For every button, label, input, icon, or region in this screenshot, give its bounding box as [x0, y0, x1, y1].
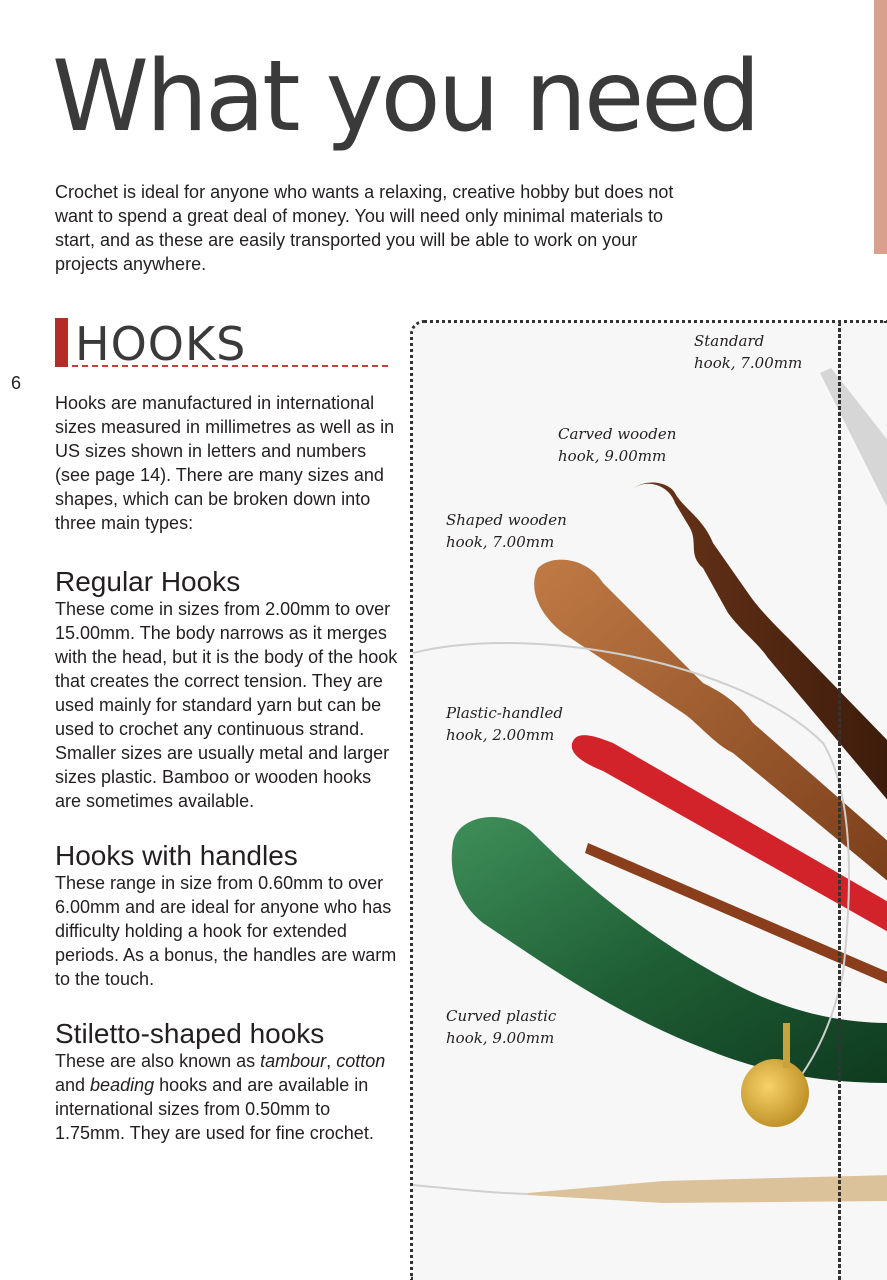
section-intro: Hooks are manufactured in international sizes measured in millimetres as well as in US sizes shown in letters and numbers (see page 14). There are many sizes and shapes, which can be broken down into three main types:	[55, 393, 395, 533]
caption-plastic-handled-hook: Plastic-handled hook, 2.00mm	[446, 704, 563, 744]
caption-carved-wooden-hook: Carved wooden hook, 9.00mm	[558, 425, 677, 465]
subheading-regular-hooks: Regular Hooks	[55, 566, 241, 597]
caption-curved-plastic-hook: Curved plastic hook, 9.00mm	[446, 1007, 557, 1047]
section-heading-rule	[72, 365, 388, 367]
chapter-edge-tab	[874, 0, 887, 254]
intro-paragraph: Crochet is ideal for anyone who wants a relaxing, creative hobby but does not want to spend a great deal of money. You will need only minimal materials to start, and as these are easily transported you will be able to work on your projects anywhere.	[55, 182, 674, 274]
section-heading-bar	[55, 318, 68, 367]
section-heading	[55, 317, 388, 371]
term-cotton: cotton	[336, 1051, 386, 1071]
gold-shaft	[783, 1023, 790, 1068]
term-beading: beading	[90, 1075, 155, 1095]
caption-shaped-wooden-hook: Shaped wooden hook, 7.00mm	[446, 511, 567, 551]
body-hooks-with-handles: These range in size from 0.60mm to over 6.00mm and are ideal for anyone who has difficulty holding a hook for extended periods. As a bonus, the handles are warm to the touch.	[55, 873, 397, 989]
body-column	[55, 391, 400, 1145]
section-heading-label: HOOKS	[75, 317, 247, 371]
body-stiletto-hooks: These are also known as tambour, cotton and beading hooks and are available in international sizes from 0.50mm to 1.75mm. They are used for fine crochet.	[55, 1051, 386, 1143]
gold-disc-shape	[741, 1059, 809, 1127]
subheading-hooks-with-handles: Hooks with handles	[55, 840, 298, 871]
photo-divider	[838, 322, 841, 1280]
body-regular-hooks: These come in sizes from 2.00mm to over 15.00mm. The body narrows as it merges with the head, but it is the body of the hook that creates the correct tension. They are used mainly for standard yarn but can be used to crochet any continuous strand. Smaller sizes are usually metal and larger sizes plastic. Bamboo or wooden hooks are sometimes available.	[55, 599, 398, 811]
page-number: 6	[11, 373, 22, 393]
subheading-stiletto-hooks: Stiletto-shaped hooks	[55, 1018, 325, 1049]
term-tambour: tambour	[260, 1051, 327, 1071]
caption-standard-hook: Standard hook, 7.00mm	[694, 332, 803, 372]
page-title: What you need	[52, 40, 758, 154]
